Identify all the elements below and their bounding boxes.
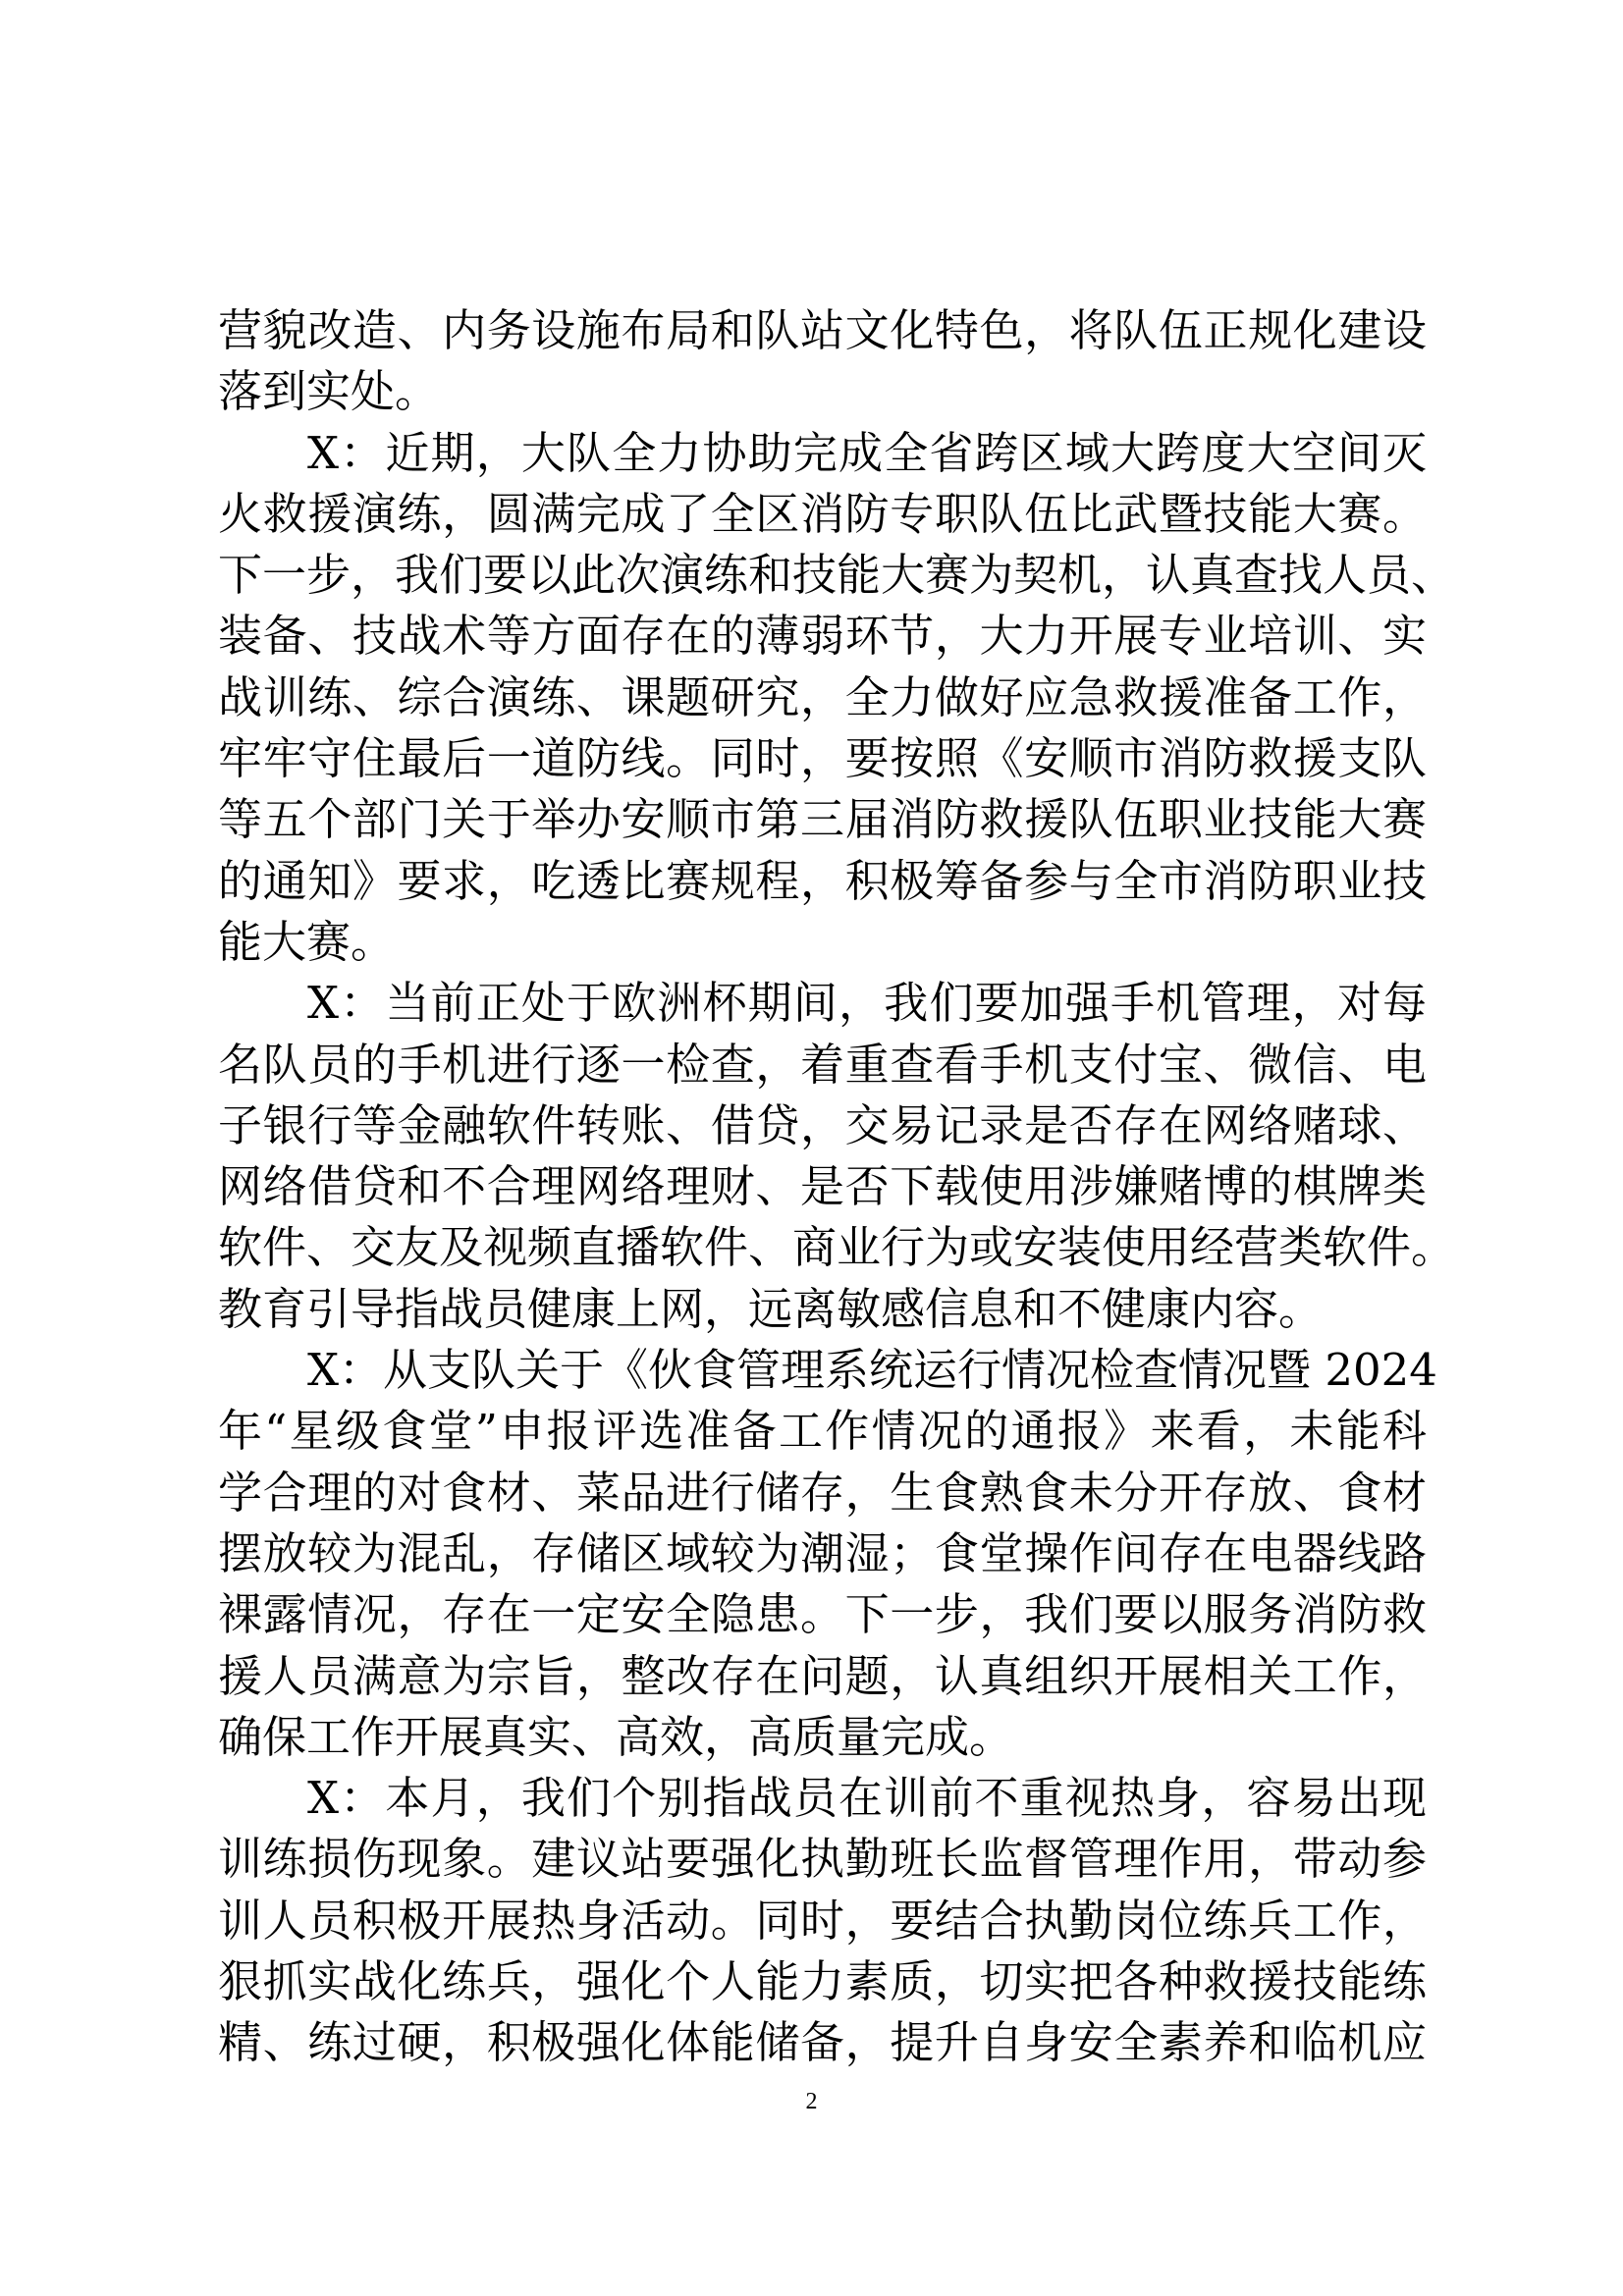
text-line: 摆放较为混乱，存储区域较为潮湿；食堂操作间存在电器线路 <box>218 1526 1427 1579</box>
text-line: 确保工作开展真实、高效，高质量完成。 <box>218 1710 1014 1763</box>
text-line: X：从支队关于《伙食管理系统运行情况检查情况暨 2024 <box>307 1344 1437 1397</box>
text-line: 装备、技战术等方面存在的薄弱环节，大力开展专业培训、实 <box>218 610 1427 663</box>
paragraph <box>218 300 1427 423</box>
text-line: 年“星级食堂”申报评选准备工作情况的通报》来看，未能科 <box>218 1405 1427 1458</box>
text-line: 软件、交友及视频直播软件、商业行为或安装使用经营类软件。 <box>218 1221 1456 1274</box>
text-line: 裸露情况，存在一定安全隐患。下一步，我们要以服务消防救 <box>218 1588 1427 1641</box>
text-line: 下一步，我们要以此次演练和技能大赛为契机，认真查找人员、 <box>218 549 1456 602</box>
text-line: 战训练、综合演练、课题研究，全力做好应急救援准备工作， <box>218 670 1427 723</box>
text-line: 狠抓实战化练兵，强化个人能力素质，切实把各种救援技能练 <box>218 1955 1427 2008</box>
paragraph <box>218 1340 1437 1768</box>
text-line: 教育引导指战员健康上网，远离敏感信息和不健康内容。 <box>218 1282 1324 1335</box>
text-line: 营貌改造、内务设施布局和队站文化特色，将队伍正规化建设 <box>218 304 1427 356</box>
text-line: 名队员的手机进行逐一检查，着重查看手机支付宝、微信、电 <box>218 1038 1427 1091</box>
page-number: 2 <box>805 2089 818 2114</box>
text-line: X：近期，大队全力协助完成全省跨区域大跨度大空间灭 <box>307 426 1427 479</box>
text-line: 火救援演练，圆满完成了全区消防专职队伍比武暨技能大赛。 <box>218 487 1427 540</box>
text-line: 的通知》要求，吃透比赛规程，积极筹备参与全市消防职业技 <box>218 854 1427 907</box>
text-line: X：当前正处于欧洲杯期间，我们要加强手机管理，对每 <box>307 977 1427 1030</box>
text-line: 训人员积极开展热身活动。同时，要结合执勤岗位练兵工作， <box>218 1894 1427 1947</box>
text-line: 牢牢守住最后一道防线。同时，要按照《安顺市消防救援支队 <box>218 732 1427 785</box>
text-line: 落到实处。 <box>218 365 440 418</box>
text-line: 训练损伤现象。建议站要强化执勤班长监督管理作用，带动参 <box>218 1833 1427 1886</box>
text-line: 精、练过硬，积极强化体能储备，提升自身安全素养和临机应 <box>218 2016 1427 2069</box>
text-line: X：本月，我们个别指战员在训前不重视热身，容易出现 <box>307 1772 1427 1825</box>
body-text <box>218 300 1456 2074</box>
paragraph <box>218 423 1456 974</box>
text-line: 子银行等金融软件转账、借贷，交易记录是否存在网络赌球、 <box>218 1098 1427 1151</box>
text-line: 援人员满意为宗旨，整改存在问题，认真组织开展相关工作， <box>218 1649 1427 1702</box>
text-line: 能大赛。 <box>218 915 396 968</box>
paragraph <box>218 973 1456 1340</box>
paragraph <box>218 1768 1427 2073</box>
text-line: 等五个部门关于举办安顺市第三届消防救援队伍职业技能大赛 <box>218 793 1427 846</box>
text-line: 网络借贷和不合理网络理财、是否下载使用涉嫌赌博的棋牌类 <box>218 1160 1427 1213</box>
text-line: 学合理的对食材、菜品进行储存，生食熟食未分开存放、食材 <box>218 1466 1427 1519</box>
